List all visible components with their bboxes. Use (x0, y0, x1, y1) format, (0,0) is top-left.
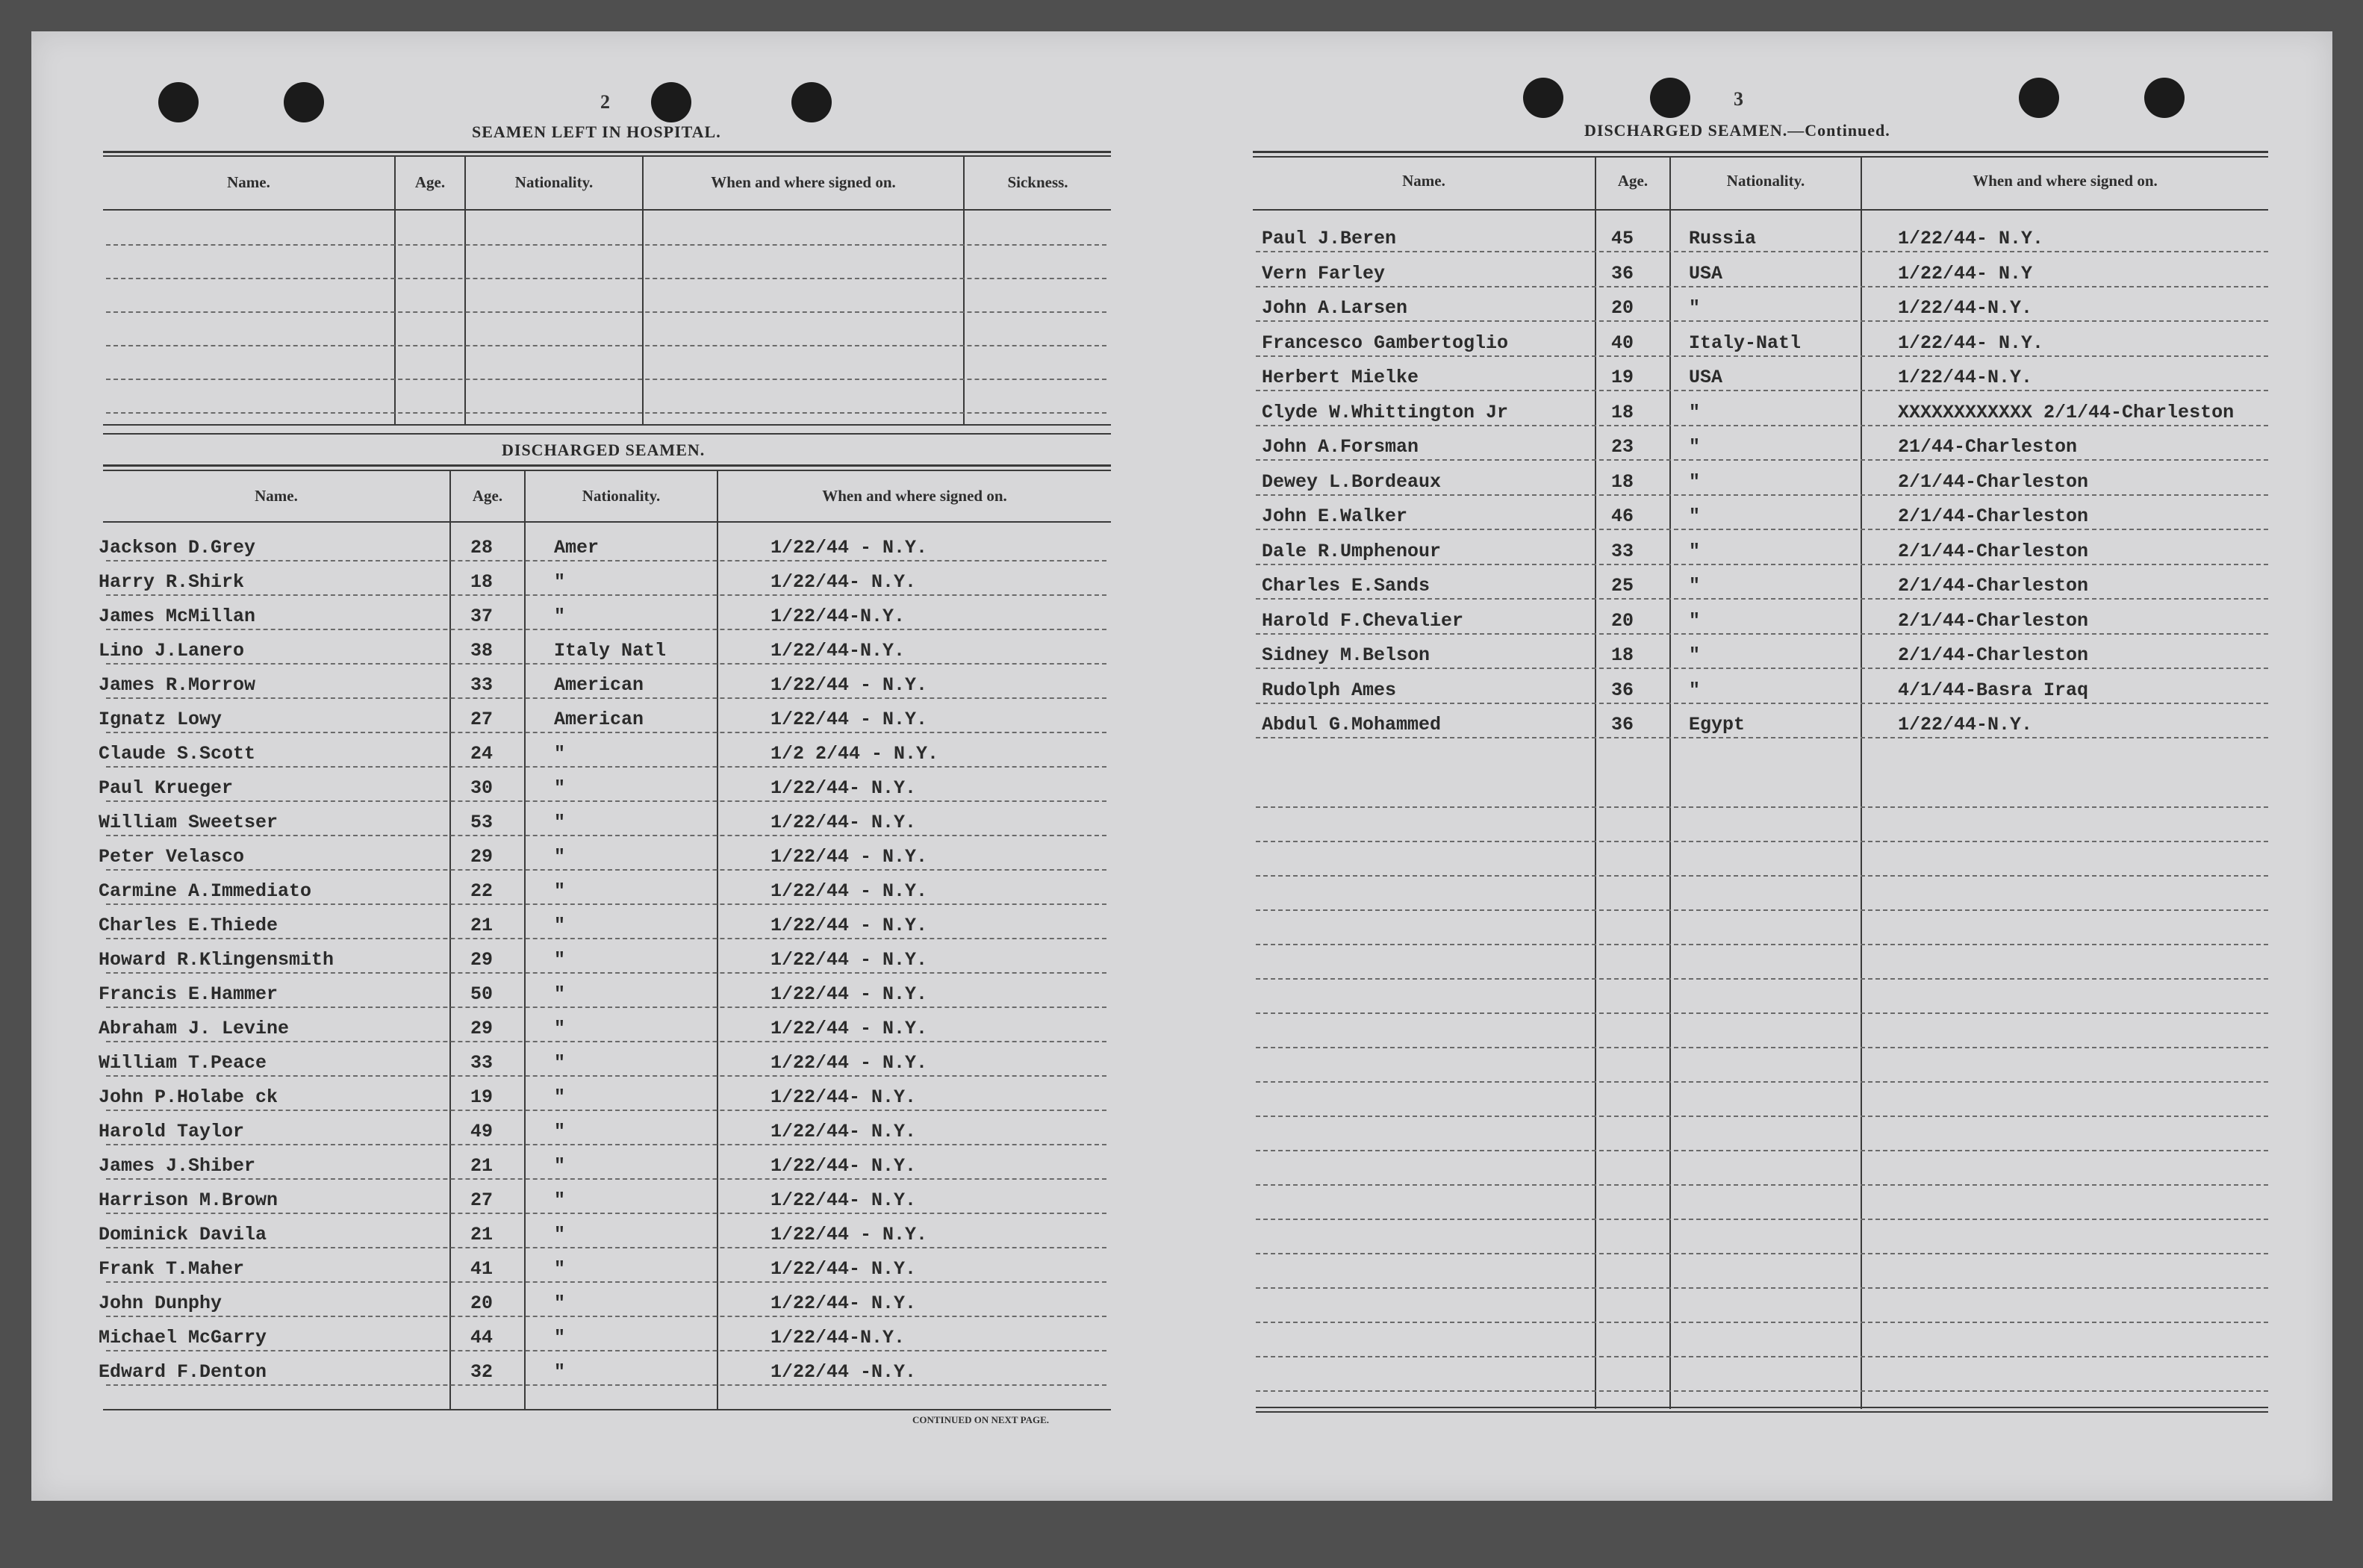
seaman-age: 20 (1611, 297, 1634, 319)
blank-row-rule (1256, 1390, 2268, 1392)
continued-section-title: DISCHARGED SEAMEN.—Continued. (1584, 121, 1890, 140)
discharged-header-nationality: Nationality. (582, 487, 661, 505)
row-rule (1256, 286, 2268, 287)
continued-header-nationality: Nationality. (1726, 172, 1805, 190)
punch-hole (158, 82, 199, 122)
seaman-nationality: " (1689, 540, 1701, 562)
seaman-nationality: " (554, 1052, 566, 1074)
row-rule (106, 1247, 1106, 1248)
seaman-age: 22 (470, 880, 494, 902)
row-rule (106, 629, 1106, 630)
row-rule (1256, 529, 2268, 530)
seaman-nationality: " (1689, 401, 1701, 423)
seaman-nationality: " (554, 1155, 566, 1177)
row-rule (106, 663, 1106, 665)
seaman-age: 20 (1611, 609, 1634, 632)
seaman-name: Charles E.Sands (1262, 575, 1430, 597)
seaman-name: Harry R.Shirk (99, 571, 245, 593)
row-rule (106, 938, 1106, 939)
seaman-signed-on: 1/22/44- N.Y. (770, 1189, 917, 1211)
seaman-age: 38 (470, 640, 494, 662)
seaman-nationality: " (554, 1361, 566, 1383)
seaman-name: John A.Forsman (1262, 436, 1419, 458)
seaman-nationality: " (554, 915, 566, 936)
seaman-name: Charles E.Thiede (99, 915, 278, 936)
seaman-nationality: " (554, 983, 566, 1005)
seaman-nationality: Italy Natl (554, 640, 667, 662)
seaman-nationality: " (554, 1189, 566, 1211)
seaman-age: 29 (470, 1018, 494, 1039)
seaman-age: 18 (1611, 470, 1634, 493)
blank-row-rule (1256, 1081, 2268, 1083)
seaman-signed-on: 4/1/44-Basra Iraq (1898, 679, 2089, 701)
seaman-signed-on: 1/22/44 - N.Y. (770, 1052, 928, 1074)
seaman-signed-on: 1/22/44 -N.Y. (770, 1361, 917, 1383)
blank-row-rule (1256, 875, 2268, 877)
seaman-signed-on: 1/22/44- N.Y. (770, 777, 917, 799)
seaman-name: John Dunphy (99, 1292, 222, 1314)
seaman-name: Abraham J. Levine (99, 1018, 290, 1039)
seaman-name: James R.Morrow (99, 674, 256, 696)
seaman-name: Paul Krueger (99, 777, 234, 799)
seaman-age: 36 (1611, 262, 1634, 284)
seaman-signed-on: 1/22/44-N.Y. (770, 1327, 906, 1348)
seaman-name: John E.Walker (1262, 505, 1408, 527)
seaman-age: 20 (470, 1292, 494, 1314)
seaman-signed-on: 1/22/44-N.Y. (770, 640, 906, 662)
seaman-nationality: USA (1689, 367, 1723, 388)
seaman-signed-on: 2/1/44-Charleston (1898, 540, 2089, 562)
seaman-name: Dewey L.Bordeaux (1262, 470, 1442, 493)
left-page-number: 2 (600, 91, 610, 113)
discharged-section-title: DISCHARGED SEAMEN. (502, 441, 706, 459)
row-rule (1256, 355, 2268, 357)
blank-row-rule (1256, 909, 2268, 911)
row-rule (106, 1178, 1106, 1180)
seaman-nationality: " (554, 606, 566, 627)
seaman-age: 24 (470, 743, 494, 765)
blank-row-rule (1256, 944, 2268, 945)
seaman-signed-on: 2/1/44-Charleston (1898, 609, 2089, 632)
row-rule (1256, 390, 2268, 391)
seaman-signed-on: 2/1/44-Charleston (1898, 505, 2089, 527)
blank-row-rule (1256, 1356, 2268, 1357)
seaman-age: 29 (470, 846, 494, 868)
row-rule (106, 869, 1106, 871)
seaman-name: Herbert Mielke (1262, 367, 1419, 388)
punch-hole (651, 82, 691, 122)
punch-hole (2144, 78, 2185, 118)
seaman-signed-on: 21/44-Charleston (1898, 436, 2078, 458)
seaman-signed-on: 1/22/44- N.Y. (770, 812, 917, 833)
seaman-age: 29 (470, 949, 494, 971)
seaman-signed-on: 1/22/44- N.Y. (770, 1121, 917, 1142)
seaman-age: 46 (1611, 505, 1634, 527)
seaman-signed-on: 1/22/44- N.Y. (770, 1086, 917, 1108)
blank-row-rule (1256, 1012, 2268, 1014)
seaman-nationality: " (554, 1121, 566, 1142)
blank-row-rule (1256, 1253, 2268, 1254)
seaman-name: James McMillan (99, 606, 256, 627)
row-rule (106, 1041, 1106, 1042)
seaman-age: 50 (470, 983, 494, 1005)
seaman-signed-on: 1/22/44 - N.Y. (770, 880, 928, 902)
seaman-age: 30 (470, 777, 494, 799)
seaman-name: Harold F.Chevalier (1262, 609, 1464, 632)
seaman-age: 49 (470, 1121, 494, 1142)
seaman-signed-on: 1/22/44-N.Y. (1898, 367, 2033, 388)
seaman-signed-on: 2/1/44-Charleston (1898, 575, 2089, 597)
seaman-nationality: American (554, 709, 644, 730)
punch-hole (1523, 78, 1563, 118)
seaman-age: 45 (1611, 228, 1634, 249)
row-rule (1256, 320, 2268, 322)
row-rule (106, 1213, 1106, 1214)
row-rule (106, 903, 1106, 905)
discharged-header-age: Age. (472, 487, 503, 505)
seaman-nationality: " (1689, 297, 1701, 319)
blank-row-rule (1256, 1116, 2268, 1117)
blank-row-rule (1256, 1150, 2268, 1151)
seaman-signed-on: 1/22/44- N.Y. (1898, 332, 2044, 354)
hospital-section-title: SEAMEN LEFT IN HOSPITAL. (472, 122, 721, 141)
row-rule (106, 1384, 1106, 1386)
seaman-name: Clyde W.Whittington Jr (1262, 401, 1509, 423)
seaman-age: 19 (470, 1086, 494, 1108)
seaman-signed-on: 1/22/44 - N.Y. (770, 983, 928, 1005)
seaman-signed-on: 1/22/44- N.Y. (770, 1258, 917, 1280)
seaman-name: Peter Velasco (99, 846, 245, 868)
seaman-age: 27 (470, 1189, 494, 1211)
hospital-header-age: Age. (414, 173, 446, 191)
seaman-age: 18 (1611, 644, 1634, 666)
seaman-age: 18 (470, 571, 494, 593)
seaman-name: Francesco Gambertoglio (1262, 332, 1509, 354)
discharged-header-name: Name. (255, 487, 298, 505)
seaman-age: 27 (470, 709, 494, 730)
seaman-name: Edward F.Denton (99, 1361, 267, 1383)
seaman-name: Carmine A.Immediato (99, 880, 312, 902)
seaman-age: 33 (1611, 540, 1634, 562)
row-rule (106, 800, 1106, 802)
seaman-name: Claude S.Scott (99, 743, 256, 765)
seaman-nationality: " (554, 743, 566, 765)
seaman-name: Dominick Davila (99, 1224, 267, 1245)
seaman-signed-on: 1/22/44 - N.Y. (770, 915, 928, 936)
seaman-age: 28 (470, 537, 494, 559)
row-rule (106, 697, 1106, 699)
seaman-nationality: " (1689, 609, 1701, 632)
seaman-signed-on: 1/22/44 - N.Y. (770, 846, 928, 868)
seaman-age: 33 (470, 674, 494, 696)
row-rule (1256, 668, 2268, 669)
seaman-age: 21 (470, 1224, 494, 1245)
row-rule (106, 1075, 1106, 1077)
seaman-name: Harrison M.Brown (99, 1189, 278, 1211)
row-rule (1256, 425, 2268, 426)
seaman-name: Harold Taylor (99, 1121, 245, 1142)
seaman-nationality: Italy-Natl (1689, 332, 1802, 354)
seaman-age: 37 (470, 606, 494, 627)
seaman-age: 18 (1611, 401, 1634, 423)
seaman-name: Jackson D.Grey (99, 537, 256, 559)
seaman-nationality: " (554, 777, 566, 799)
row-rule (106, 1144, 1106, 1145)
row-rule (106, 1007, 1106, 1008)
blank-row-rule (1256, 1322, 2268, 1323)
seaman-age: 40 (1611, 332, 1634, 354)
hospital-header-nationality: Nationality. (514, 173, 594, 191)
punch-hole (284, 82, 324, 122)
row-rule (106, 732, 1106, 733)
seaman-signed-on: 1/22/44- N.Y. (1898, 228, 2044, 249)
seaman-age: 21 (470, 915, 494, 936)
seaman-nationality: " (554, 880, 566, 902)
seaman-nationality: " (1689, 644, 1701, 666)
seaman-name: John P.Holabe ck (99, 1086, 278, 1108)
seaman-signed-on: 1/2 2/44 - N.Y. (770, 743, 939, 765)
hospital-header-sickness: Sickness. (1007, 173, 1068, 191)
seaman-signed-on: 2/1/44-Charleston (1898, 470, 2089, 493)
row-rule (1256, 251, 2268, 252)
seaman-nationality: " (1689, 575, 1701, 597)
seaman-nationality: " (554, 1258, 566, 1280)
row-rule (1256, 633, 2268, 635)
seaman-name: Lino J.Lanero (99, 640, 245, 662)
row-rule (106, 835, 1106, 836)
seaman-name: Francis E.Hammer (99, 983, 278, 1005)
continued-header-name: Name. (1402, 172, 1445, 190)
seaman-signed-on: 1/22/44-N.Y. (1898, 714, 2033, 735)
row-rule (1256, 703, 2268, 704)
seaman-name: Dale R.Umphenour (1262, 540, 1442, 562)
seaman-nationality: USA (1689, 262, 1723, 284)
punch-hole (791, 82, 832, 122)
row-rule (1256, 564, 2268, 565)
continued-header-signed-on: When and where signed on. (1973, 172, 2158, 190)
row-rule (106, 594, 1106, 596)
seaman-age: 32 (470, 1361, 494, 1383)
seaman-name: Frank T.Maher (99, 1258, 245, 1280)
seaman-age: 36 (1611, 679, 1634, 701)
seaman-signed-on: 1/22/44- N.Y. (770, 571, 917, 593)
seaman-nationality: Egypt (1689, 714, 1746, 735)
punch-hole (1650, 78, 1690, 118)
seaman-signed-on: 1/22/44 - N.Y. (770, 537, 928, 559)
continued-note: CONTINUED ON NEXT PAGE. (912, 1414, 1049, 1425)
seaman-nationality: " (554, 812, 566, 833)
seaman-nationality: " (554, 571, 566, 593)
seaman-age: 21 (470, 1155, 494, 1177)
seaman-nationality: " (1689, 679, 1701, 701)
seaman-signed-on: XXXXXXXXXXXX 2/1/44-Charleston (1898, 401, 2235, 423)
right-page-number: 3 (1734, 88, 1743, 110)
row-rule (106, 560, 1106, 561)
row-rule (106, 1110, 1106, 1111)
seaman-nationality: " (554, 1018, 566, 1039)
row-rule (1256, 459, 2268, 461)
continued-header-age: Age. (1617, 172, 1649, 190)
row-rule (106, 1350, 1106, 1351)
row-rule (1256, 598, 2268, 600)
seaman-nationality: " (554, 949, 566, 971)
seaman-nationality: " (554, 1086, 566, 1108)
seaman-age: 53 (470, 812, 494, 833)
seaman-name: Rudolph Ames (1262, 679, 1397, 701)
seaman-signed-on: 1/22/44 - N.Y. (770, 674, 928, 696)
seaman-nationality: Amer (554, 537, 600, 559)
seaman-age: 41 (470, 1258, 494, 1280)
seaman-age: 25 (1611, 575, 1634, 597)
seaman-name: James J.Shiber (99, 1155, 256, 1177)
seaman-signed-on: 1/22/44 - N.Y. (770, 949, 928, 971)
seaman-nationality: " (1689, 505, 1701, 527)
seaman-name: William Sweetser (99, 812, 278, 833)
hospital-header-name: Name. (227, 173, 270, 191)
seaman-nationality: American (554, 674, 644, 696)
seaman-signed-on: 1/22/44- N.Y. (770, 1155, 917, 1177)
document-paper (31, 31, 2332, 1501)
seaman-age: 36 (1611, 714, 1634, 735)
blank-row-rule (1256, 1219, 2268, 1220)
row-rule (106, 1281, 1106, 1283)
seaman-signed-on: 1/22/44- N.Y. (770, 1292, 917, 1314)
seaman-name: Sidney M.Belson (1262, 644, 1430, 666)
seaman-name: Ignatz Lowy (99, 709, 222, 730)
seaman-signed-on: 1/22/44-N.Y. (1898, 297, 2033, 319)
seaman-nationality: " (554, 1292, 566, 1314)
punch-hole (2019, 78, 2059, 118)
seaman-signed-on: 1/22/44 - N.Y. (770, 1018, 928, 1039)
seaman-signed-on: 1/22/44- N.Y (1898, 262, 2033, 284)
seaman-nationality: Russia (1689, 228, 1757, 249)
seaman-signed-on: 2/1/44-Charleston (1898, 644, 2089, 666)
seaman-age: 44 (470, 1327, 494, 1348)
seaman-name: Vern Farley (1262, 262, 1386, 284)
blank-row-rule (1256, 1287, 2268, 1289)
blank-row-rule (1256, 806, 2268, 808)
seaman-name: Paul J.Beren (1262, 228, 1397, 249)
row-rule (106, 766, 1106, 768)
blank-row-rule (1256, 978, 2268, 980)
blank-row-rule (1256, 841, 2268, 842)
row-rule (106, 1316, 1106, 1317)
seaman-nationality: " (554, 1224, 566, 1245)
seaman-name: William T.Peace (99, 1052, 267, 1074)
seaman-nationality: " (554, 846, 566, 868)
row-rule (1256, 494, 2268, 496)
seaman-name: Michael McGarry (99, 1327, 267, 1348)
seaman-age: 19 (1611, 367, 1634, 388)
seaman-name: Howard R.Klingensmith (99, 949, 334, 971)
seaman-signed-on: 1/22/44-N.Y. (770, 606, 906, 627)
seaman-age: 33 (470, 1052, 494, 1074)
blank-row-rule (1256, 1184, 2268, 1186)
seaman-name: John A.Larsen (1262, 297, 1408, 319)
discharged-header-signed-on: When and where signed on. (822, 487, 1007, 505)
seaman-nationality: " (1689, 470, 1701, 493)
seaman-signed-on: 1/22/44 - N.Y. (770, 1224, 928, 1245)
row-rule (106, 972, 1106, 974)
row-rule (1256, 737, 2268, 738)
seaman-nationality: " (1689, 436, 1701, 458)
seaman-nationality: " (554, 1327, 566, 1348)
blank-row-rule (1256, 1047, 2268, 1048)
seaman-name: Abdul G.Mohammed (1262, 714, 1442, 735)
seaman-signed-on: 1/22/44 - N.Y. (770, 709, 928, 730)
hospital-header-signed-on: When and where signed on. (711, 173, 896, 191)
seaman-age: 23 (1611, 436, 1634, 458)
